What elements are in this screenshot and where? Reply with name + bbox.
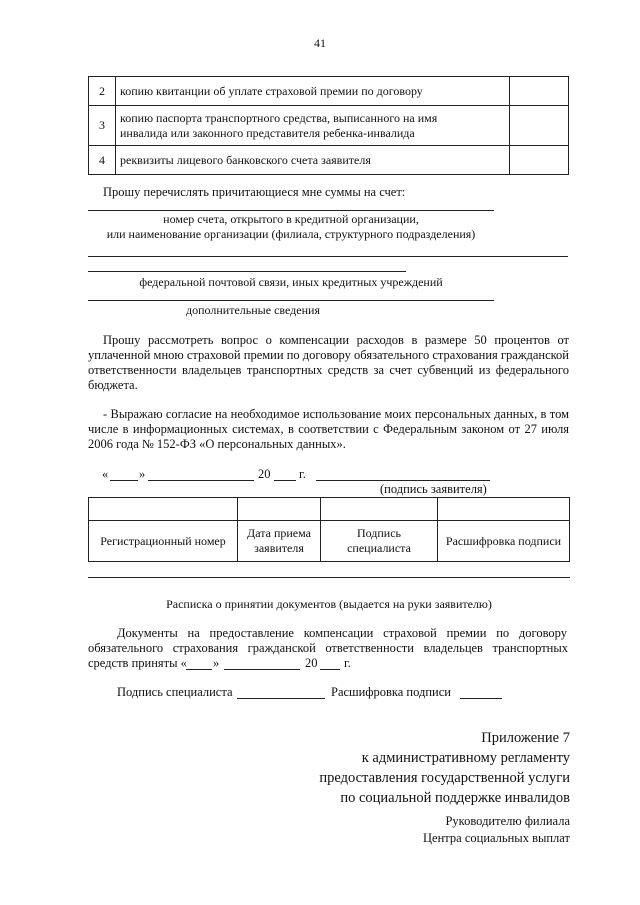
row-checkbox-cell[interactable] <box>510 146 569 175</box>
receipt-day-line[interactable] <box>186 669 212 670</box>
postal-caption: федеральной почтовой связи, иных кредитных учреждений <box>139 275 443 289</box>
receipt-text-line3-prefix: средств приняты « <box>88 656 187 670</box>
row-text-line: инвалида или законного представителя ребенка-инвалида <box>120 125 415 140</box>
date-year-line[interactable] <box>274 480 296 481</box>
receipt-text-line3-mid: » <box>213 656 220 670</box>
appendix-line3: по социальной поддержке инвалидов <box>340 790 570 806</box>
table-row <box>89 106 569 146</box>
registration-number-header: Регистрационный номер <box>89 521 238 562</box>
applicant-signature-line[interactable] <box>316 480 490 481</box>
specialist-signature-header-line1: Подпись <box>356 526 402 540</box>
row-text-line: копию паспорта транспортного средства, выписанного на имя <box>120 110 438 125</box>
receipt-month-line[interactable] <box>224 669 300 670</box>
specialist-signature-line[interactable] <box>237 698 325 699</box>
table-row <box>89 146 569 175</box>
receipt-date-header-line2: заявителя <box>254 541 304 555</box>
addressee-block <box>423 813 570 847</box>
row-text <box>116 106 510 146</box>
row-text: копию квитанции об уплате страховой премии по договору <box>116 77 510 106</box>
receipt-text-line2: обязательного страхования гражданской ответственности владельцев транспортных <box>88 641 568 655</box>
registration-table <box>88 497 570 562</box>
consent-paragraph: - Выражаю согласие на необходимое использование моих персональных данных, в том числе в информационных системах, в соответствии с Федеральным законом от 27 июля 2006 года № 152-ФЗ «О персональных данных». <box>88 407 569 451</box>
row-checkbox-cell[interactable] <box>510 106 569 146</box>
appendix-line1: к административному регламенту <box>361 750 570 766</box>
table-row <box>89 498 570 521</box>
receipt-title: Расписка о принятии документов (выдается на руки заявителю) <box>166 597 492 611</box>
receipt-year-line[interactable] <box>320 669 340 670</box>
extra-info-input-line[interactable] <box>88 300 494 301</box>
extra-caption: дополнительные сведения <box>186 303 320 317</box>
account-caption-line1: номер счета, открытого в кредитной организации, <box>163 212 419 226</box>
compensation-paragraph: Прошу рассмотреть вопрос о компенсации расходов в размере 50 процентов от уплаченной мною страховой премии по договору обязательного страхования гражданской ответственности владельцев транспортных средств за счет субвенций из федерального бюджета. <box>88 333 569 392</box>
row-number: 2 <box>89 77 116 106</box>
appendix-line2: предоставления государственной услуги <box>319 770 570 786</box>
row-checkbox-cell[interactable] <box>510 77 569 106</box>
date-close-quote: » <box>139 467 146 481</box>
appendix-block <box>319 728 570 808</box>
signature-decoding-header: Расшифровка подписи <box>438 521 570 562</box>
specialist-signature-header <box>321 521 438 562</box>
transfer-request-text: Прошу перечислять причитающиеся мне суммы на счет: <box>103 185 406 199</box>
table-row <box>89 521 570 562</box>
addressee-line1: Руководителю филиала <box>445 814 570 828</box>
applicant-signature-caption: (подпись заявителя) <box>380 482 487 496</box>
account-caption-line2: или наименование организации (филиала, структурного подразделения) <box>106 227 476 241</box>
table-row <box>89 77 569 106</box>
receipt-year-prefix: 20 <box>305 656 318 670</box>
receipt-date-header <box>238 521 321 562</box>
receipt-date-header-line1: Дата приема <box>247 526 311 540</box>
row-number: 4 <box>89 146 116 175</box>
account-input-line[interactable] <box>88 210 494 211</box>
signature-decoding-line[interactable] <box>460 698 502 699</box>
row-text: реквизиты лицевого банковского счета заявителя <box>116 146 510 175</box>
date-month-line[interactable] <box>148 480 254 481</box>
specialist-signature-label: Подпись специалиста <box>117 685 233 699</box>
addressee-line2: Центра социальных выплат <box>423 831 570 845</box>
page-number: 41 <box>314 36 326 50</box>
receipt-year-suffix: г. <box>344 656 351 670</box>
date-year-suffix: г. <box>299 467 306 481</box>
signature-decoding-label: Расшифровка подписи <box>331 685 451 699</box>
receipt-text-line1: Документы на предоставление компенсации страховой премии по договору <box>117 626 567 640</box>
specialist-signature-header-line2: специалиста <box>347 541 411 555</box>
row-number: 3 <box>89 106 116 146</box>
cut-line <box>88 577 570 578</box>
organization-input-line[interactable] <box>88 256 568 257</box>
postal-input-line[interactable] <box>88 271 406 272</box>
appendix-title: Приложение 7 <box>481 730 570 746</box>
date-open-quote: « <box>102 467 109 481</box>
date-year-prefix: 20 <box>258 467 271 481</box>
documents-table <box>88 76 569 175</box>
date-day-line[interactable] <box>110 480 138 481</box>
